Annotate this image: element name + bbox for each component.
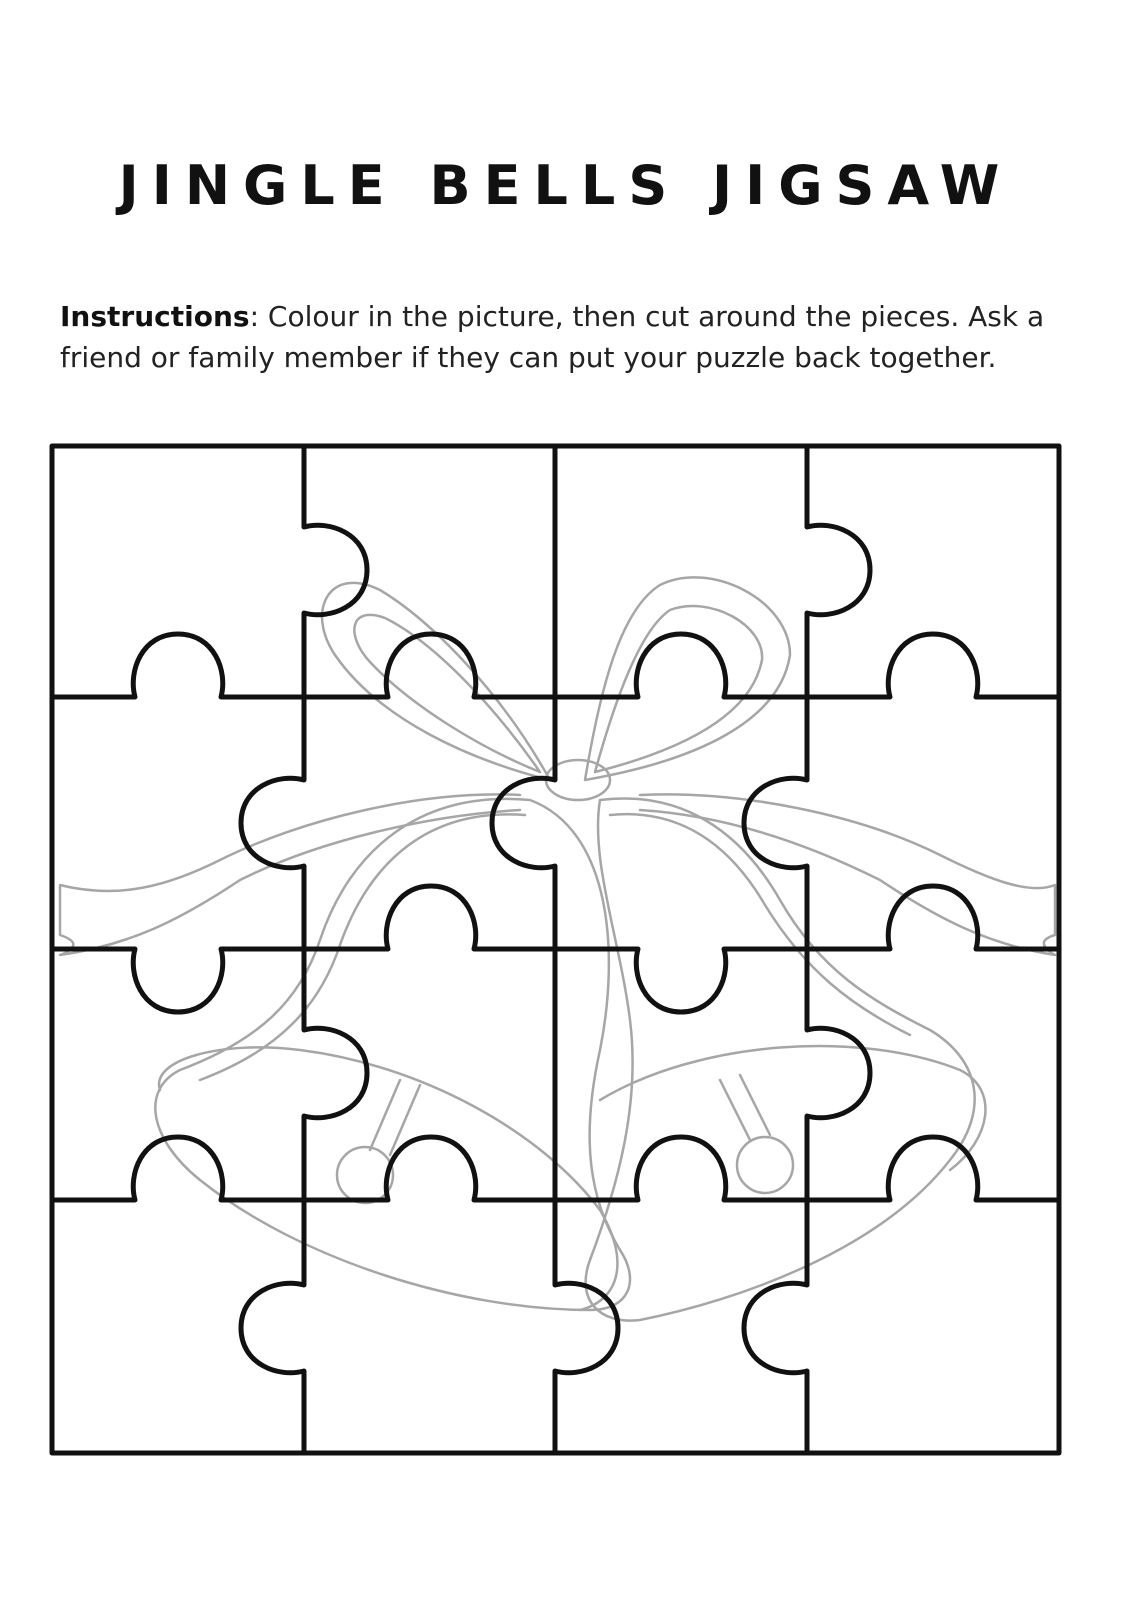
- bow-right-loop: [585, 577, 790, 780]
- bow-right-loop-inner: [595, 606, 762, 772]
- left-clapper-stem: [370, 1080, 420, 1155]
- ribbon-left: [60, 794, 520, 955]
- bow-left-loop: [322, 583, 550, 780]
- worksheet-title: JINGLE BELLS JIGSAW: [118, 154, 1013, 218]
- left-bell-body: [155, 799, 630, 1310]
- right-clapper-stem: [720, 1075, 770, 1140]
- cut-lines: [52, 446, 1059, 1453]
- instructions-separator: :: [249, 300, 259, 333]
- right-bell-rim: [600, 1046, 985, 1170]
- instructions-label: Instructions: [60, 300, 250, 333]
- right-bell-body: [586, 798, 975, 1320]
- right-clapper-ball: [737, 1137, 793, 1193]
- instructions-body: Colour in the picture, then cut around the pieces. Ask a friend or family member if they can put your puzzle back together.: [60, 300, 1045, 374]
